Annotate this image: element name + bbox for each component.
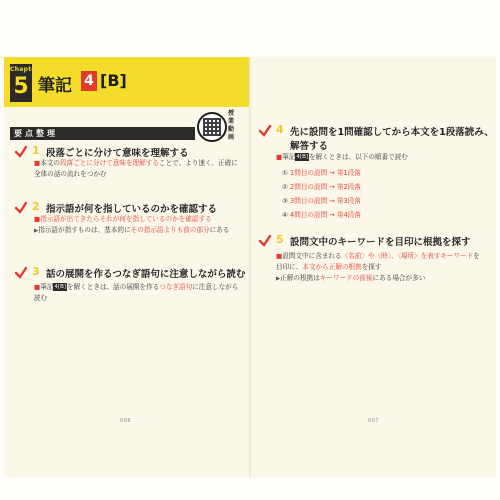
highlight-text: その指示語よりも前の部分 [130,226,210,234]
text: 正解の根拠は [280,274,320,282]
check-icon [258,124,272,138]
step-item [282,195,361,205]
item-body [276,152,486,163]
step-text: 2問目の設問 → 第2段落 [290,183,361,191]
inline-box: 4[B] [54,284,66,290]
step-number: ② [282,183,288,191]
text: 筆記 [282,153,296,161]
highlight-text: キーワードの前後 [319,274,373,282]
highlight-text: 指示語が出てきたらそれが何を指しているのかを確認する [40,215,212,223]
text: にある [209,226,230,234]
check-icon [14,145,28,159]
bullet-icon: ■ [276,153,283,161]
item-number: 4 [276,123,284,136]
item-number: 3 [32,265,40,278]
text: を目印に、 [276,252,480,271]
highlight-text: 〈名前〉や〈時〉、〈場所〉を表すキーワード [341,252,474,260]
highlight-text: 段落ごとに分けて意味を理解する [60,159,159,167]
video-label: 授業動画 [228,110,235,141]
item-heading: 段落ごとに分けて意味を理解する [46,148,189,159]
triangle-bullet-icon: ▶ [276,276,281,282]
item-body [34,282,244,304]
text: ことで、より速く、正確に全体の話の流れをつかむ [34,159,238,178]
step-text: 3問目の設問 → 第3段落 [290,197,361,205]
bullet-icon: ■ [276,252,283,260]
item-heading: 先に設問を1問確認してから本文を1段落読み、 [290,127,494,138]
chapter-word: Chapter [10,66,40,73]
qr-code-icon[interactable] [197,112,227,142]
item-body [276,251,486,285]
bullet-icon: ■ [34,215,41,223]
triangle-bullet-icon: ▶ [34,228,39,234]
check-icon [14,201,28,215]
text: を解くときは、話の展開を作る [67,283,160,291]
step-text: 4問目の設問 → 第4段落 [290,211,361,219]
bullet-icon: ■ [34,283,41,291]
step-item [282,209,361,219]
chapter-number: 5 [13,74,29,99]
text: 設問文中に含まれる [282,252,342,260]
step-text: 1問目の設問 → 第1段落 [290,169,361,177]
chapter-tag [10,64,40,102]
qr-pattern [203,118,221,136]
step-item [282,167,361,177]
bullet-icon: ■ [34,159,41,167]
item-heading: 指示語が何を指しているのかを確認する [46,204,218,215]
check-icon [258,234,272,248]
text: 筆記 [40,283,54,291]
item-body [34,214,244,237]
item-heading: 設問文中のキーワードを目印に根拠を探す [290,237,471,248]
item-number: 2 [32,200,40,213]
text: 指示語が指すものは、基本的に [38,226,131,234]
text: を解くときは、以下の順番で読む [309,153,408,161]
step-number: ④ [282,211,288,219]
gutter [249,57,251,477]
page-number-right: 007 [368,418,380,424]
chapter-title-bracket: [B] [100,71,127,90]
step-number: ③ [282,197,288,205]
chapter-title-box: 4 [81,71,97,91]
step-number: ① [282,169,288,177]
item-heading: 話の展開を作るつなぎ語句に注意しながら読む [46,269,246,280]
item-number: 1 [32,144,40,157]
summary-label: 要点整理 [14,129,58,138]
item-heading: 解答する [290,141,329,152]
step-item [282,181,361,191]
text: 本文の [40,159,61,167]
item-number: 5 [276,233,284,246]
check-icon [14,266,28,280]
text: に注意しながら読む [34,283,239,302]
page-number-left: 006 [120,418,132,424]
text: にある場合が多い [372,274,426,282]
item-body [34,158,244,180]
text: を探す [361,263,382,271]
chapter-title: 筆記 [38,76,72,96]
highlight-text: 本文から正解の根拠 [302,263,362,271]
highlight-text: つなぎ語句 [159,283,193,291]
inline-box: 4[B] [296,154,308,160]
